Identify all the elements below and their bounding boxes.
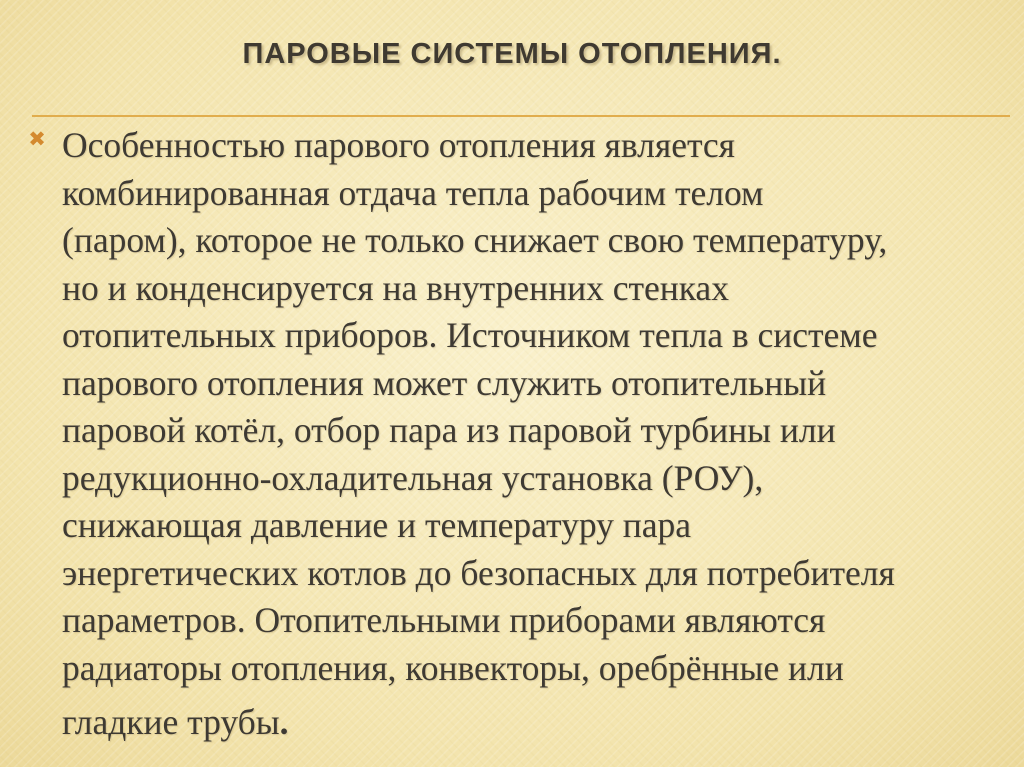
text-line: Особенностью парового отопления является: [62, 125, 736, 165]
bullet-paragraph: [62, 122, 1012, 747]
text-line-last: [62, 699, 1012, 747]
text-line: комбинированная отдача тепла рабочим телом: [62, 172, 764, 213]
text-line: паровой котёл, отбор пара из паровой турбины или: [62, 410, 836, 450]
title-divider: [32, 115, 1010, 117]
text-line: редукционно-охладительная установка (РОУ),: [62, 457, 764, 498]
text-line-final: гладкие трубы: [62, 702, 280, 742]
slide-title: ПАРОВЫЕ СИСТЕМЫ ОТОПЛЕНИЯ.: [242, 38, 782, 70]
text-line: радиаторы отопления, конвекторы, оребрённые или: [62, 647, 844, 688]
final-period: .: [279, 702, 289, 742]
text-line: парового отопления может служить отопительный: [62, 362, 827, 403]
text-line: энергетических котлов до безопасных для потребителя: [62, 552, 895, 593]
text-line: параметров. Отопительными приборами являются: [62, 600, 826, 640]
text-line: снижающая давление и температуру пара: [62, 505, 691, 545]
text-line: отопительных приборов. Источником тепла в системе: [62, 315, 878, 355]
text-line: (паром), которое не только снижает свою температуру,: [62, 220, 888, 260]
text-line: но и конденсируется на внутренних стенках: [62, 267, 729, 308]
x-bullet-icon: ✖: [28, 127, 46, 151]
